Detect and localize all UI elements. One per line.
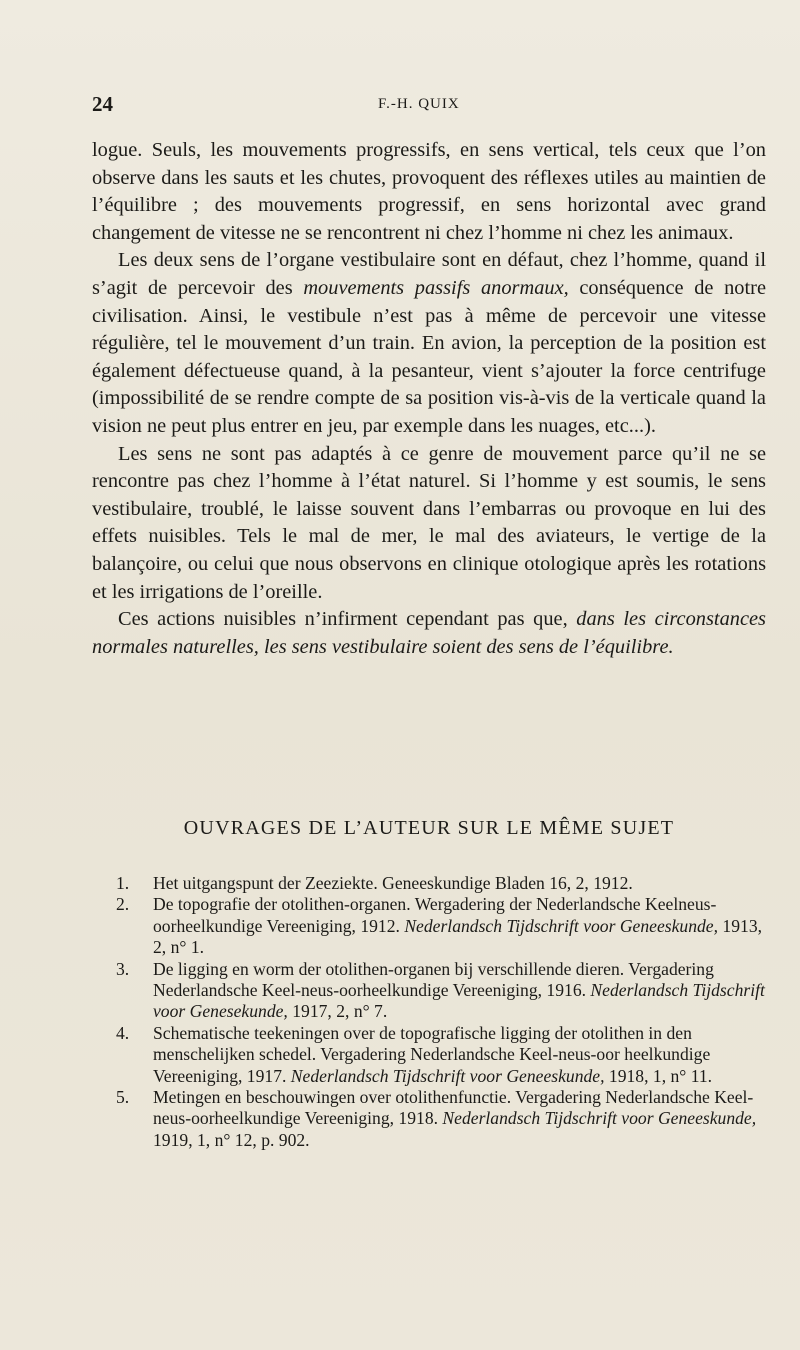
item-tail: 1917, 2, n° 7. [287,1001,388,1022]
bibliography-item [116,1087,770,1151]
item-number: 2. [116,894,130,915]
paragraph-3: Les sens ne sont pas adaptés à ce genre de mouvement parce qu’il ne se rencontre pas chez l’homme à l’état naturel. Si l’homme y est soumis, le sens vestibulaire, troublé, le laisse souvent dans l’embarras ou provoque en lui des effets nuisibles. Tels le mal de mer, le mal des aviateurs, le vertige de la balançoire, ou celui que nous observons en clinique otologique après les rotations et les irrigations de l’oreille. [92,442,766,603]
bibliography-item [116,1023,770,1087]
paragraph-2 [92,247,766,440]
bibliography-item [116,894,770,958]
item-tail: 1919, 1, n° 12, p. 902. [153,1129,310,1150]
item-text: Metingen en beschouwingen over otolithenfunctie. Vergadering Nederlandsche Keel-neus-oorheelkundige Vereeniging, 1918. [153,1087,754,1129]
item-number: 4. [116,1022,130,1043]
paragraph-2-emphasis: mouvements passifs anormaux, [303,276,569,299]
item-tail: 1918, 1, n° 11. [604,1065,713,1086]
body-text [92,137,766,661]
item-number: 1. [116,873,130,893]
item-text: Schematische teekeningen over de topografische ligging der otolithen in den menschelijken schedel. Vergadering Nederlandsche Keel-neus-oor heelkundige Vereeniging, 1917. [153,1022,711,1086]
bibliography-item [116,959,770,1023]
page-number: 24 [92,92,113,116]
paragraph-4 [92,606,766,661]
item-journal: Nederlandsch Tijdschrift voor Geneeskunde, [442,1108,757,1129]
item-journal: Nederlandsch Tijdschrift voor Geneeskunde, [290,1065,605,1086]
item-number: 3. [116,958,130,979]
item-number: 5. [116,1087,130,1108]
item-journal: Nederlandsch Tijdschrift voor Genesekunde, [153,980,765,1022]
paragraph-2-end: conséquence de notre civilisation. Ainsi, le vestibule n’est pas à même de percevoir une vitesse régulière, tel le mouvement d’un train. En avion, la perception de la position est également défectueuse quand, à la pesanteur, vient s’ajouter la force centrifuge (impossibilité de se rendre compte de sa position vis-à-vis de la verticale quand la vision ne peut plus entrer en jeu, par exemple dans les nuages, etc...). [92,276,766,437]
item-tail: 1913, 2, n° 1. [153,915,763,958]
bibliography-item [116,873,770,894]
running-title: F.-H. QUIX [378,96,460,112]
item-text: De ligging en worm der otolithen-organen bij verschillende dieren. Vergadering Nederlandsche Keel-neus-oorheelkundige Vereeniging, 1916. [153,958,714,1001]
item-text: De topografie der otolithen-organen. Wergadering der Nederlandsche Keelneus-oorheelkundige Vereeniging, 1912. [153,894,717,936]
paragraph-2-start: Les deux sens de l’organe vestibulaire sont en défaut, chez l’homme, quand il s’agit de percevoir des [92,249,766,299]
paragraph-4-emphasis: dans les circonstances normales naturelles, les sens vestibulaire soient des sens de l’équilibre. [92,608,766,658]
item-journal: Nederlandsch Tijdschrift voor Geneeskunde, [404,915,719,936]
section-heading: OUVRAGES DE L’AUTEUR SUR LE MÊME SUJET [183,817,675,839]
bibliography-list [116,873,770,1151]
page-header [92,92,732,122]
paragraph-4-start: Ces actions nuisibles n’infirment cependant pas que, [118,608,577,631]
item-text: Het uitgangspunt der Zeeziekte. Geneeskundige Bladen 16, 2, 1912. [153,873,633,893]
paragraph-1: logue. Seuls, les mouvements progressifs, en sens vertical, tels ceux que l’on observe dans les sauts et les chutes, provoquent des réflexes utiles au maintien de l’équilibre ; des mouvements progressif, en sens horizontal avec grand changement de vitesse ne se rencontrent ni chez l’homme ni chez les animaux. [92,139,766,244]
